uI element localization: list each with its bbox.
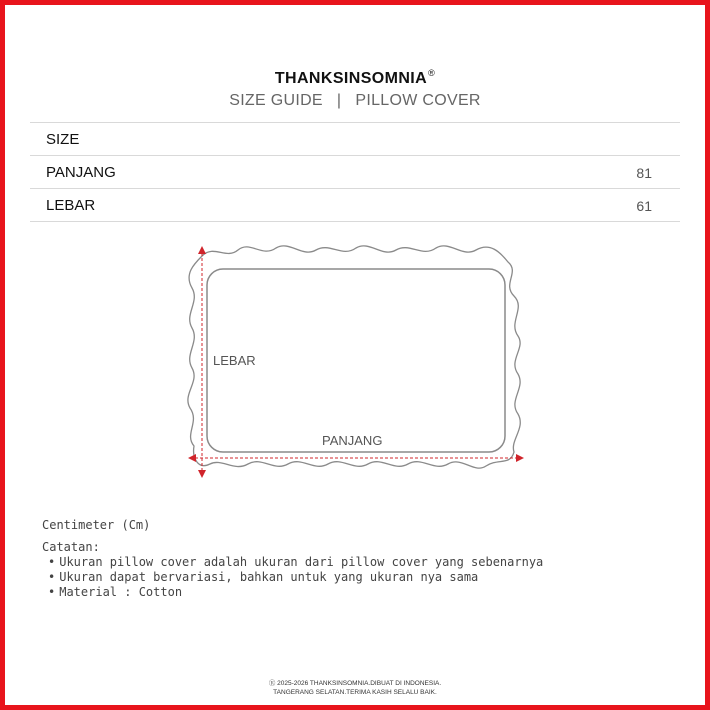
notes-title: Catatan: xyxy=(42,540,100,554)
panjang-arrow-head-right xyxy=(516,454,524,462)
row-value-panjang: 81 xyxy=(636,165,652,181)
footer-line-1: Ⓡ 2025-2026 THANKSINSOMNIA.DIBUAT DI INDONESIA. xyxy=(268,680,442,687)
bullet-icon: • xyxy=(48,585,56,599)
notes-section xyxy=(42,518,682,600)
panjang-label: PANJANG xyxy=(322,433,383,448)
notes-list xyxy=(42,555,682,600)
note-text: Material : Cotton xyxy=(59,585,183,599)
size-table xyxy=(30,122,680,222)
lebar-label: LEBAR xyxy=(213,353,256,368)
registered-mark: ® xyxy=(428,68,436,78)
table-header-size: SIZE xyxy=(46,131,80,148)
brand-logo xyxy=(0,68,710,88)
lebar-arrow-head-bottom xyxy=(198,470,206,478)
row-label-panjang: PANJANG xyxy=(46,164,116,181)
row-label-lebar: LEBAR xyxy=(46,197,96,214)
note-text: Ukuran pillow cover adalah ukuran dari pillow cover yang sebenarnya xyxy=(59,555,544,569)
subtitle-size-guide: SIZE GUIDE xyxy=(229,92,323,109)
page-subtitle xyxy=(0,92,710,110)
panjang-arrow-head-left xyxy=(188,454,196,462)
list-item xyxy=(42,585,682,600)
unit-label: Centimeter (Cm) xyxy=(42,518,151,532)
bullet-icon: • xyxy=(48,555,56,569)
row-value-lebar: 61 xyxy=(636,198,652,214)
subtitle-separator: | xyxy=(336,92,342,109)
list-item xyxy=(42,555,682,570)
list-item xyxy=(42,570,682,585)
brand-name: THANKSINSOMNIA xyxy=(274,70,428,87)
table-row-lebar xyxy=(30,188,680,222)
table-row-panjang xyxy=(30,155,680,188)
footer xyxy=(0,679,710,697)
table-header-row xyxy=(30,122,680,155)
footer-line-2: TANGERANG SELATAN.TERIMA KASIH SELALU BAIK. xyxy=(273,689,437,696)
pillow-diagram xyxy=(180,238,530,480)
subtitle-product: PILLOW COVER xyxy=(355,92,481,109)
note-text: Ukuran dapat bervariasi, bahkan untuk yang ukuran nya sama xyxy=(59,570,479,584)
lebar-arrow-head-top xyxy=(198,246,206,254)
bullet-icon: • xyxy=(48,570,56,584)
